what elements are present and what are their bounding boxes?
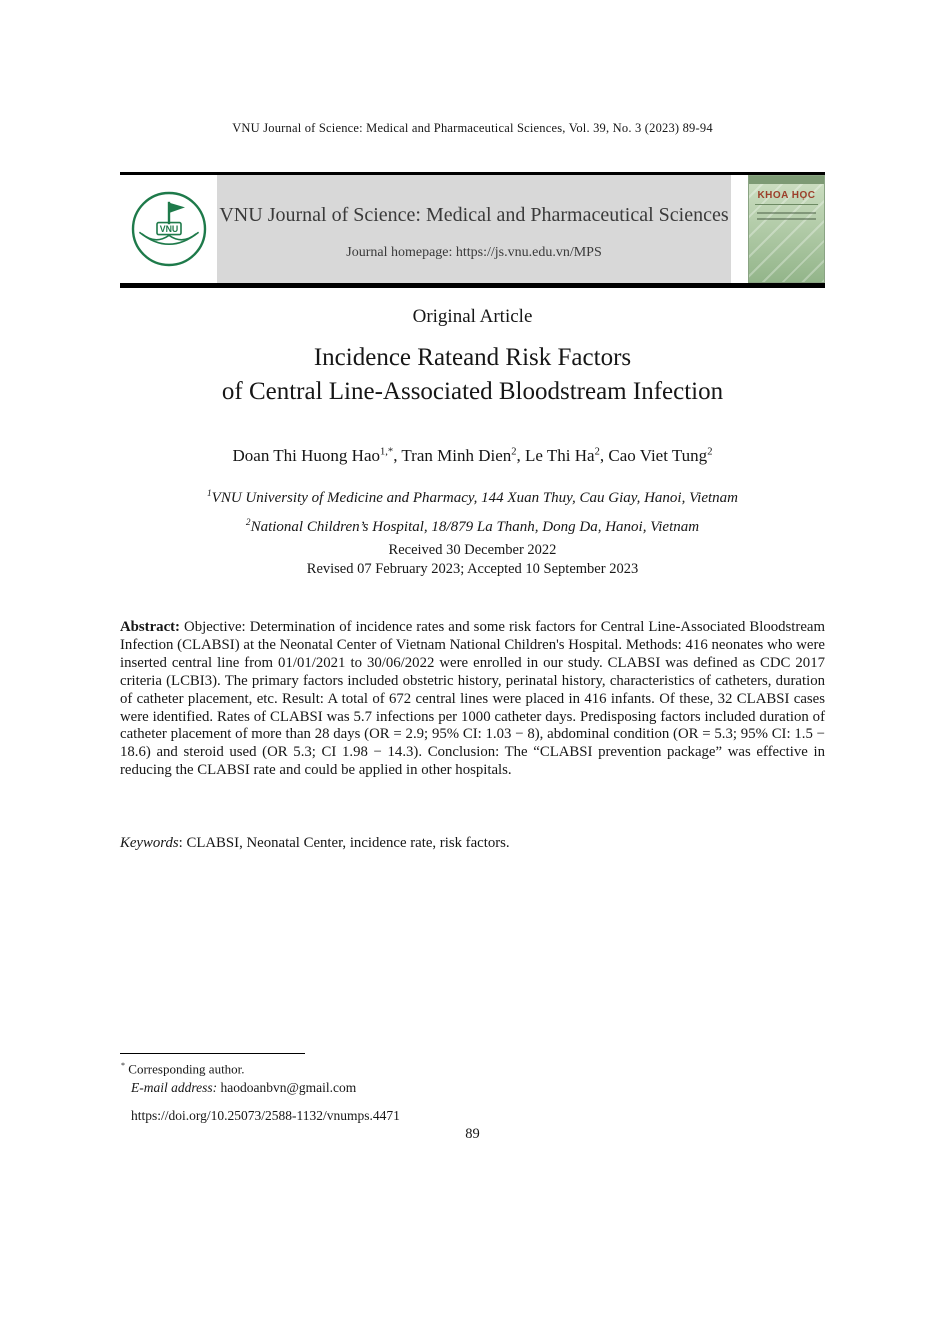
email-line (131, 1080, 356, 1096)
received-date: Received 30 December 2022 (388, 542, 557, 558)
cover-top-strip (749, 176, 824, 184)
article-title-line1: Incidence Rateand Risk Factors (313, 344, 632, 371)
journal-homepage-link[interactable]: Journal homepage: https://js.vnu.edu.vn/MPS (346, 244, 602, 260)
cover-title: KHOA HỌC (757, 190, 816, 201)
author: Cao Viet Tung$^2$ (608, 446, 713, 465)
journal-title: VNU Journal of Science: Medical and Pharmaceutical Sciences (219, 203, 729, 226)
header-rule (120, 283, 825, 288)
abstract-paragraph (120, 619, 825, 780)
footnote-rule (120, 1053, 305, 1054)
cover-microtext-line (757, 218, 816, 220)
author-list (120, 446, 825, 466)
vnu-logo (120, 175, 217, 283)
cover-divider (755, 204, 818, 205)
email-address[interactable]: haodoanbvn@gmail.com (217, 1080, 357, 1095)
article-type-label: Original Article (412, 306, 533, 327)
article-dates (120, 541, 825, 579)
author: Doan Thi Huong Hao$^{1,*}$, (232, 446, 402, 465)
keywords-line (120, 835, 825, 852)
vnu-logo-label: VNU (159, 224, 178, 235)
journal-cover-thumbnail (748, 175, 825, 283)
journal-header (120, 172, 825, 283)
abstract-label: Abstract: (120, 619, 180, 635)
author: Le Thi Ha$^2$, (525, 446, 609, 465)
author-affiliation-marker: 2 (594, 446, 600, 458)
author-affiliation-marker: 1,* (380, 446, 394, 458)
affiliation-list (120, 482, 825, 539)
doi-link[interactable]: https://doi.org/10.25073/2588-1132/vnumps.4471 (131, 1108, 400, 1123)
email-label: E-mail address: (131, 1080, 218, 1095)
affiliation: $^2$National Children’s Hospital, 18/879 La Thanh, Dong Da, Hanoi, Vietnam (245, 517, 700, 535)
page-number: 89 (465, 1126, 480, 1142)
author: Tran Minh Dien$^2$, (401, 446, 526, 465)
abstract-body: Objective: Determination of incidence rates and some risk factors for Central Line-Associated Bloodstream Infection (CLABSI) at the Neonatal Center of Vietnam National Children's Hospital. Methods: 416 neonates who were inserted central line from 01/01/2021 to 30/06/2022 were enrolled in our study. CLABSI was defined as CDC 2017 criteria (LCBI3). The primary factors included obstetric history, perinatal history, characteristics of catheters, duration of catheter placement, etc. Result: A total of 672 central lines were placed in 416 infants. Of these, 32 CLABSI cases were identified. Rates of CLABSI was 5.7 infections per 1000 catheter days. Predisposing factors included duration of catheter placement of more than 28 days (OR = 2.9; 95% CI: 1.03 − 8), abdominal condition (OR = 5.3; 95% CI: 1.5 − 18.6) and steroid used (OR 5.3; CI 1.98 − 14.3). Conclusion: The “CLABSI prevention package” was effective in reducing the CLABSI rate and could be applied in other hospitals. (120, 619, 825, 779)
corresponding-author-note: * Corresponding author. (121, 1061, 245, 1077)
vnu-logo-icon (129, 189, 209, 269)
author-affiliation-marker: 2 (707, 446, 713, 458)
running-head: VNU Journal of Science: Medical and Pharmaceutical Sciences, Vol. 39, No. 3 (2023) 89-94 (232, 121, 713, 135)
footnote-star: * (121, 1061, 126, 1070)
revised-accepted-date: Revised 07 February 2023; Accepted 10 September 2023 (306, 561, 639, 577)
author-affiliation-marker: 2 (511, 446, 517, 458)
journal-banner (217, 175, 731, 283)
keywords-label: Keywords (120, 835, 179, 851)
article-title-line2: of Central Line-Associated Bloodstream Infection (221, 378, 724, 405)
cover-microtext-line (757, 212, 816, 214)
affiliation: $^1$VNU University of Medicine and Pharmacy, 144 Xuan Thuy, Cau Giay, Hanoi, Vietnam (207, 489, 738, 506)
keywords-body: : CLABSI, Neonatal Center, incidence rate, risk factors. (178, 835, 510, 851)
article-title (120, 341, 825, 409)
